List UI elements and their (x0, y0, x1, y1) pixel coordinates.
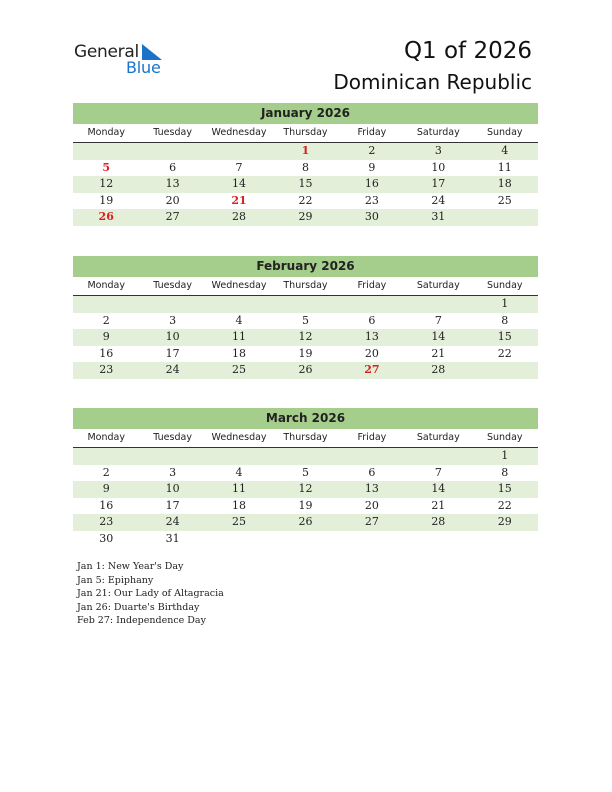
day-cell: 17 (431, 177, 446, 190)
weekday-label: Sunday (486, 127, 523, 138)
day-cell: 21 (431, 498, 446, 512)
weekday-label: Thursday (283, 432, 328, 443)
day-cell: 6 (169, 160, 177, 174)
day-cell (206, 531, 272, 548)
holiday-note: Jan 26: Duarte's Birthday (77, 601, 200, 613)
day-cell: 10 (431, 160, 446, 174)
day-cell: 4 (501, 144, 509, 157)
day-cell: 27 (165, 210, 180, 223)
day-cell (206, 143, 272, 160)
day-cell: 14 (431, 330, 446, 343)
day-cell: 1 (501, 449, 509, 462)
day-cell: 25 (497, 193, 512, 207)
day-cell: 16 (364, 177, 379, 190)
month-title: March 2026 (73, 408, 538, 429)
day-cell: 20 (364, 498, 379, 512)
day-cell: 2 (102, 465, 110, 479)
day-cell: 23 (99, 363, 114, 376)
day-cell: 4 (235, 465, 243, 479)
day-cell: 14 (232, 177, 247, 190)
day-cell: 17 (165, 498, 180, 512)
day-cell: 15 (497, 482, 512, 495)
day-cell: 24 (165, 363, 180, 376)
day-cell: 9 (102, 482, 110, 495)
day-cell: 20 (165, 193, 180, 207)
week-row (73, 193, 538, 210)
day-cell (472, 209, 538, 226)
day-cell: 1 (501, 297, 509, 310)
day-cell: 6 (368, 313, 376, 327)
weekday-label: Thursday (283, 280, 328, 291)
day-cell: 28 (232, 210, 247, 223)
week-row (73, 346, 538, 363)
day-cell: 31 (165, 531, 180, 545)
day-cell: 20 (364, 346, 379, 360)
day-cell: 3 (169, 313, 177, 327)
day-cell (272, 448, 338, 465)
day-cell: 12 (99, 177, 114, 190)
day-cell: 18 (232, 346, 247, 360)
weekday-label: Sunday (486, 280, 523, 291)
day-cell (206, 448, 272, 465)
holiday-notes (77, 560, 224, 628)
month-title: January 2026 (73, 103, 538, 124)
day-cell (73, 448, 139, 465)
day-cell: 16 (99, 346, 114, 360)
day-cell: 22 (497, 346, 512, 360)
day-cell: 3 (434, 144, 442, 157)
day-cell: 7 (235, 160, 243, 174)
weekday-label: Saturday (416, 432, 460, 443)
week-row (73, 313, 538, 330)
week-row (73, 481, 538, 498)
holiday-day-cell: 1 (301, 144, 310, 157)
day-cell (405, 448, 471, 465)
day-cell: 17 (165, 346, 180, 360)
day-cell (73, 143, 139, 160)
holiday-note: Jan 5: Epiphany (77, 574, 154, 586)
day-cell: 8 (501, 313, 509, 327)
holiday-day-cell: 27 (364, 363, 380, 376)
weekday-label: Wednesday (211, 432, 267, 443)
weekday-label: Tuesday (153, 432, 192, 443)
week-row (73, 160, 538, 177)
weekday-header-row (73, 277, 538, 296)
day-cell: 11 (232, 482, 247, 495)
day-cell: 2 (102, 313, 110, 327)
day-cell: 26 (298, 363, 313, 376)
day-cell: 16 (99, 498, 114, 512)
country-name: Dominican Republic (333, 70, 532, 94)
week-row (73, 209, 538, 226)
weekday-label: Saturday (416, 280, 460, 291)
day-cell: 19 (298, 346, 313, 360)
day-cell: 5 (301, 313, 309, 327)
day-cell (405, 296, 471, 313)
day-cell: 24 (431, 193, 446, 207)
logo-blue-text: Blue (126, 58, 161, 77)
day-cell: 3 (169, 465, 177, 479)
weekday-header-row (73, 429, 538, 448)
week-row (73, 498, 538, 515)
day-cell: 18 (232, 498, 247, 512)
weekday-label: Wednesday (211, 280, 267, 291)
day-cell (139, 448, 205, 465)
week-row (73, 448, 538, 465)
day-cell: 29 (298, 210, 313, 223)
day-cell: 30 (99, 531, 114, 545)
day-cell: 23 (364, 193, 379, 207)
day-cell: 31 (431, 210, 446, 223)
day-cell (339, 531, 405, 548)
page-title: Q1 of 2026 (403, 38, 532, 64)
holiday-note: Feb 27: Independence Day (77, 615, 206, 626)
day-cell: 6 (368, 465, 376, 479)
weekday-label: Friday (357, 127, 387, 138)
weekday-label: Monday (87, 280, 125, 291)
weekday-label: Friday (357, 432, 387, 443)
day-cell (405, 531, 471, 548)
day-cell: 11 (497, 160, 512, 174)
day-cell: 18 (497, 177, 512, 190)
weekday-label: Wednesday (211, 127, 267, 138)
day-cell: 9 (102, 330, 110, 343)
day-cell: 13 (165, 177, 180, 190)
day-cell: 25 (232, 363, 247, 376)
day-cell: 7 (434, 313, 442, 327)
day-cell: 13 (364, 330, 379, 343)
month-march (73, 408, 538, 547)
week-row (73, 143, 538, 160)
day-cell: 25 (232, 515, 247, 528)
day-cell: 21 (431, 346, 446, 360)
day-cell (339, 296, 405, 313)
day-cell: 28 (431, 515, 446, 528)
day-cell (272, 296, 338, 313)
week-row (73, 465, 538, 482)
weekday-label: Monday (87, 432, 125, 443)
week-row (73, 514, 538, 531)
weekday-label: Thursday (283, 127, 328, 138)
weekday-label: Friday (357, 280, 387, 291)
day-cell: 10 (165, 330, 180, 343)
day-cell: 22 (298, 193, 313, 207)
day-cell: 9 (368, 160, 376, 174)
weekday-label: Monday (87, 127, 125, 138)
day-cell (339, 448, 405, 465)
day-cell (272, 531, 338, 548)
holiday-note: Jan 21: Our Lady of Altagracia (77, 588, 224, 599)
week-row (73, 329, 538, 346)
weekday-label: Tuesday (153, 127, 192, 138)
day-cell: 28 (431, 363, 446, 376)
day-cell: 15 (298, 177, 313, 190)
day-cell: 8 (501, 465, 509, 479)
day-cell (139, 143, 205, 160)
day-cell: 22 (497, 498, 512, 512)
logo (74, 42, 174, 78)
week-row (73, 296, 538, 313)
week-row (73, 176, 538, 193)
day-cell: 12 (298, 482, 313, 495)
week-row (73, 531, 538, 548)
day-cell (206, 296, 272, 313)
day-cell: 30 (364, 210, 379, 223)
logo-general-text: General (74, 42, 139, 62)
month-february (73, 256, 538, 379)
day-cell (472, 362, 538, 379)
weekday-label: Tuesday (153, 280, 192, 291)
day-cell (139, 296, 205, 313)
day-cell: 23 (99, 515, 114, 528)
day-cell: 12 (298, 330, 313, 343)
day-cell: 2 (368, 144, 376, 157)
day-cell: 19 (298, 498, 313, 512)
day-cell (472, 531, 538, 548)
day-cell: 7 (434, 465, 442, 479)
day-cell: 4 (235, 313, 243, 327)
day-cell: 27 (364, 515, 379, 528)
day-cell: 26 (298, 515, 313, 528)
month-january (73, 103, 538, 226)
day-cell (73, 296, 139, 313)
weekday-header-row (73, 124, 538, 143)
week-row (73, 362, 538, 379)
day-cell: 15 (497, 330, 512, 343)
month-title: February 2026 (73, 256, 538, 277)
weekday-label: Sunday (486, 432, 523, 443)
holiday-day-cell: 26 (98, 210, 114, 223)
day-cell: 24 (165, 515, 180, 528)
day-cell: 14 (431, 482, 446, 495)
day-cell: 19 (99, 193, 114, 207)
day-cell: 8 (301, 160, 309, 174)
day-cell: 29 (497, 515, 512, 528)
weekday-label: Saturday (416, 127, 460, 138)
day-cell: 11 (232, 330, 247, 343)
holiday-day-cell: 21 (231, 193, 247, 207)
holiday-note: Jan 1: New Year's Day (77, 561, 184, 572)
day-cell: 10 (165, 482, 180, 495)
day-cell: 5 (301, 465, 309, 479)
day-cell: 13 (364, 482, 379, 495)
holiday-day-cell: 5 (102, 160, 111, 174)
